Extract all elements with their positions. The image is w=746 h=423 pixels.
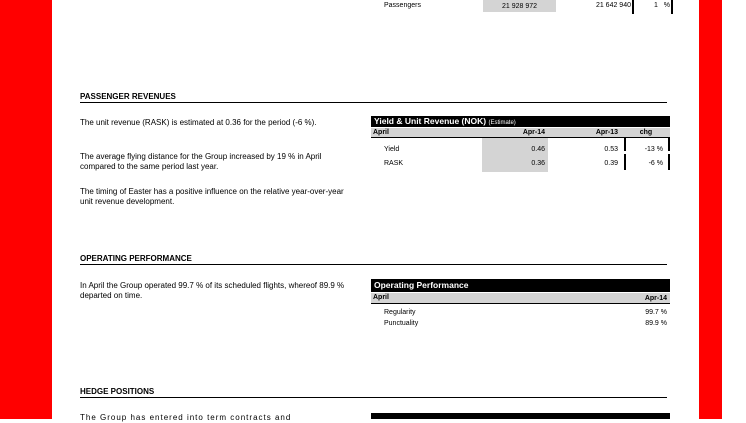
table-header: Operating Performance [371,279,670,292]
section-rule [80,397,667,398]
column-divider [671,0,673,14]
table-header: Yield & Unit Revenue (NOK) (Estimate) [371,116,670,127]
row-current: 0.36 [531,160,545,167]
row-previous: 0.39 [604,160,618,167]
paragraph: The unit revenue (RASK) is estimated at 0.36 for the period (-6 %). [80,118,317,127]
passengers-change: 1 % [654,2,670,9]
section-rule [80,264,667,265]
passengers-previous: 21 642 940 [595,2,631,9]
row-label: RASK [384,160,404,167]
col-header-current: Apr-14 [644,295,667,302]
section-title-operating-performance: OPERATING PERFORMANCE [80,254,192,263]
passengers-label: Passengers [384,2,421,9]
row-label: Regularity [384,309,416,316]
paragraph: The Group has entered into term contracts and [80,413,292,422]
section-rule [80,102,667,103]
row-value: 99.7 % [645,309,667,316]
row-label: Punctuality [384,320,419,327]
row-label: Yield [384,146,400,153]
row-change: -13 % [644,146,663,153]
table-subheader: April [371,128,670,137]
col-header-previous: Apr-13 [595,129,618,136]
row-change: -6 % [648,160,663,167]
section-title-passenger-revenues: PASSENGER REVENUES [80,92,176,101]
column-divider [632,0,634,14]
operating-performance-table [371,279,670,335]
table-subheader: April [371,293,670,303]
yield-unit-revenue-table [371,116,670,174]
col-header-change: chg [639,129,653,136]
row-current: 0.46 [531,146,545,153]
column-divider [668,154,670,170]
column-divider [624,154,626,170]
paragraph: The timing of Easter has a positive influence on the relative year-over-year unit revenue development. [80,187,344,206]
page-border-right [699,0,722,419]
report-page [52,0,699,422]
column-divider [668,138,670,151]
table-header-partial [371,413,670,419]
passengers-row [384,0,726,12]
section-title-hedge-positions: HEDGE POSITIONS [80,387,155,396]
page-border-left [0,0,52,419]
paragraph: In April the Group operated 99.7 % of its scheduled flights, whereof 89.9 % departed on time. [80,281,345,300]
paragraph: The average flying distance for the Group increased by 19 % in April compared to the same period last year. [80,152,322,171]
column-divider [624,138,626,151]
row-value: 89.9 % [645,320,667,327]
passengers-current: 21 928 972 [483,0,556,12]
col-header-current: Apr-14 [522,129,545,136]
table-rule [371,303,670,304]
row-previous: 0.53 [604,146,618,153]
